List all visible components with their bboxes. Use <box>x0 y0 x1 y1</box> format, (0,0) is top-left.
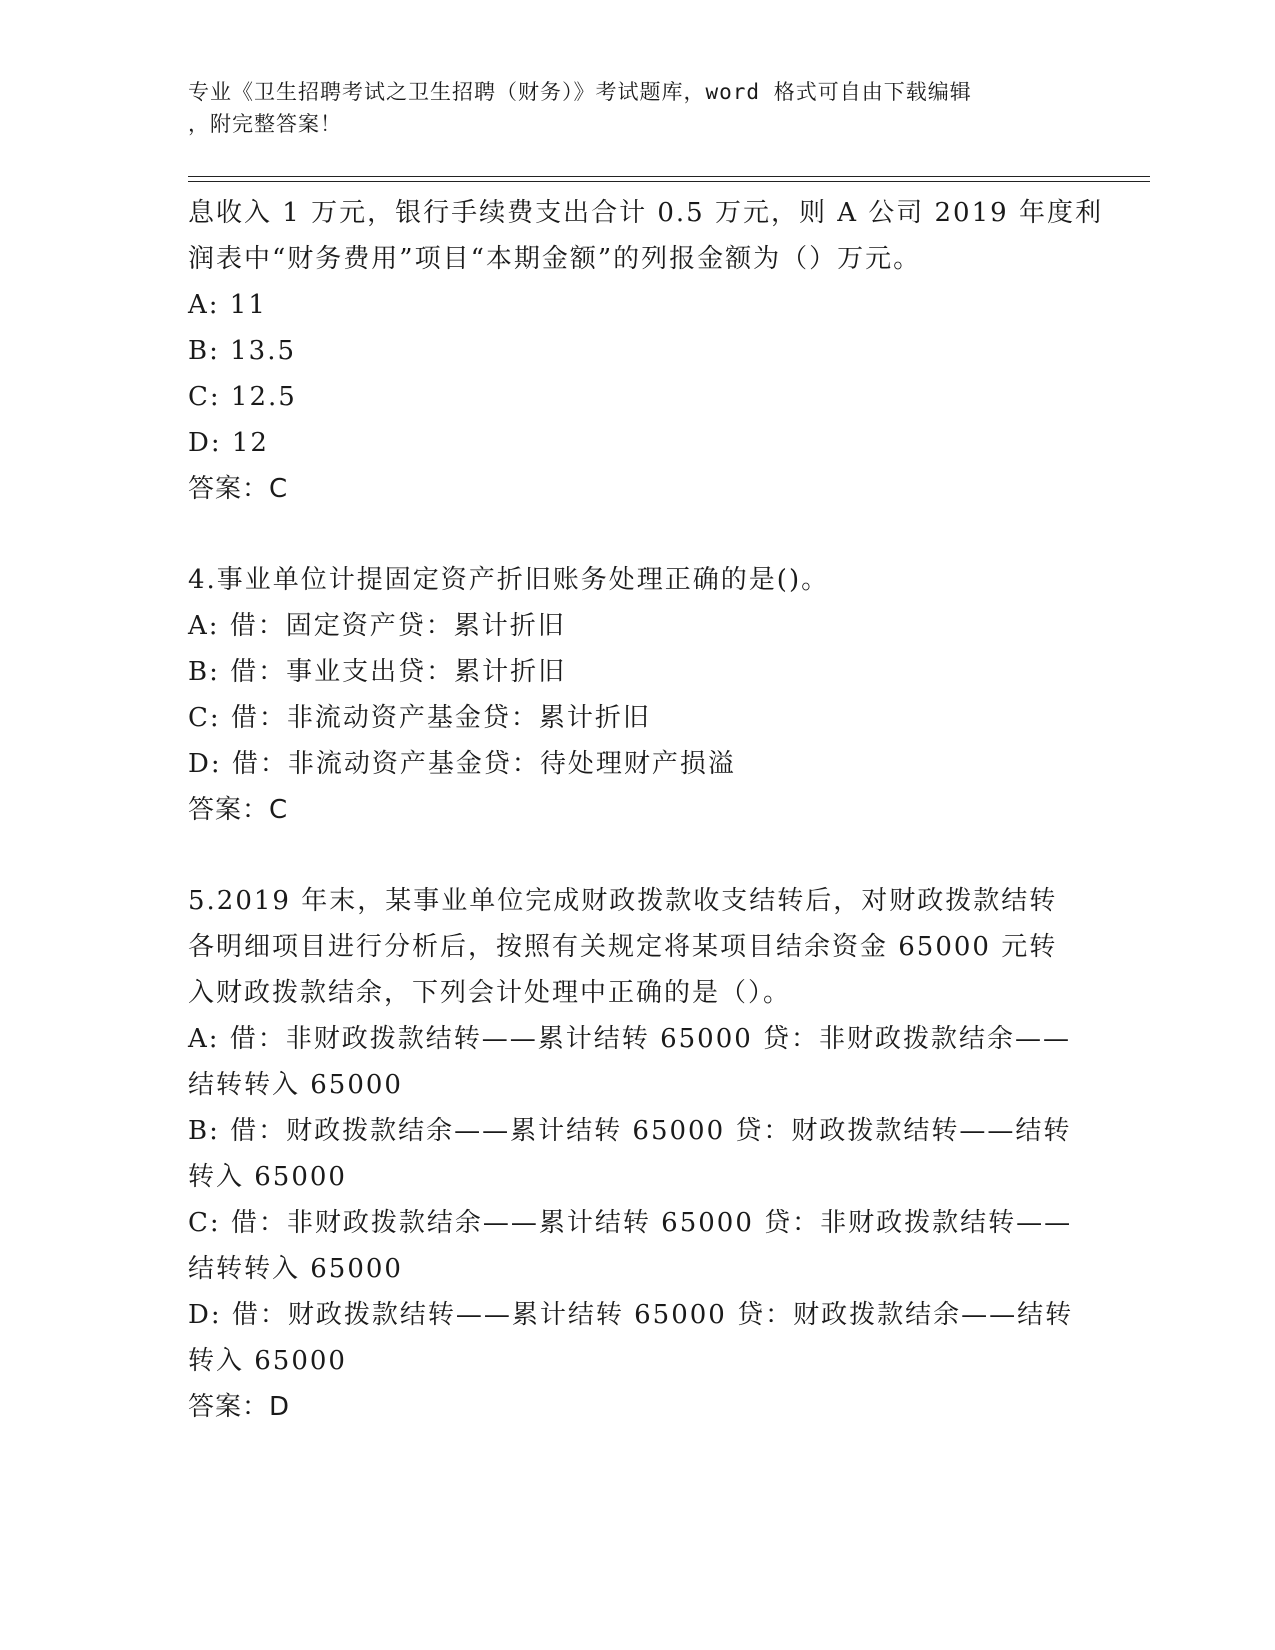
answer-text: 答案：C <box>188 474 289 504</box>
option-c: C: 12.5 <box>188 382 297 412</box>
option-a: A: 11 <box>188 290 267 320</box>
header-divider-bottom <box>188 181 1150 182</box>
question-4 <box>188 557 1078 833</box>
option-b: B: 借：财政拨款结余——累计结转 65000 贷：财政拨款结转——结转 <box>188 1116 1072 1146</box>
option-d: D: 12 <box>188 428 269 458</box>
question-3 <box>188 190 1103 512</box>
option-a: A: 借：非财政拨款结转——累计结转 65000 贷：非财政拨款结余—— <box>188 1024 1072 1054</box>
option-d: D: 借：非流动资产基金贷：待处理财产损溢 <box>188 749 736 779</box>
option-c-continued: 结转转入 65000 <box>188 1254 403 1284</box>
option-b-continued: 转入 65000 <box>188 1162 347 1192</box>
question-stem: 4.事业单位计提固定资产折旧账务处理正确的是()。 <box>188 565 830 595</box>
question-stem: 各明细项目进行分析后，按照有关规定将某项目结余资金 65000 元转 <box>188 932 1058 962</box>
question-stem: 息收入 1 万元，银行手续费支出合计 0.5 万元，则 A 公司 2019 年度利 <box>188 198 1103 228</box>
option-c: C: 借：非财政拨款结余——累计结转 65000 贷：非财政拨款结转—— <box>188 1208 1073 1238</box>
option-a: A: 借：固定资产贷：累计折旧 <box>188 611 566 641</box>
option-a-continued: 结转转入 65000 <box>188 1070 403 1100</box>
question-5 <box>188 878 1078 1430</box>
document-body <box>188 190 1103 1430</box>
option-b: B: 13.5 <box>188 336 297 366</box>
header-line-1: 专业《卫生招聘考试之卫生招聘（财务）》考试题库，word 格式可自由下载编辑 <box>188 80 972 104</box>
option-d: D: 借：财政拨款结转——累计结转 65000 贷：财政拨款结余——结转 <box>188 1300 1074 1330</box>
document-header <box>188 76 1088 140</box>
header-divider-top <box>188 176 1150 177</box>
answer-text: 答案：C <box>188 795 289 825</box>
answer-text: 答案：D <box>188 1392 291 1422</box>
question-stem: 润表中“财务费用”项目“本期金额”的列报金额为（）万元。 <box>188 244 922 274</box>
question-stem: 入财政拨款结余，下列会计处理中正确的是（）。 <box>188 978 792 1008</box>
question-stem: 5.2019 年末，某事业单位完成财政拨款收支结转后，对财政拨款结转 <box>188 886 1058 916</box>
option-d-continued: 转入 65000 <box>188 1346 347 1376</box>
option-b: B: 借：事业支出贷：累计折旧 <box>188 657 567 687</box>
option-c: C: 借：非流动资产基金贷：累计折旧 <box>188 703 651 733</box>
header-line-2: ，附完整答案！ <box>188 112 342 136</box>
